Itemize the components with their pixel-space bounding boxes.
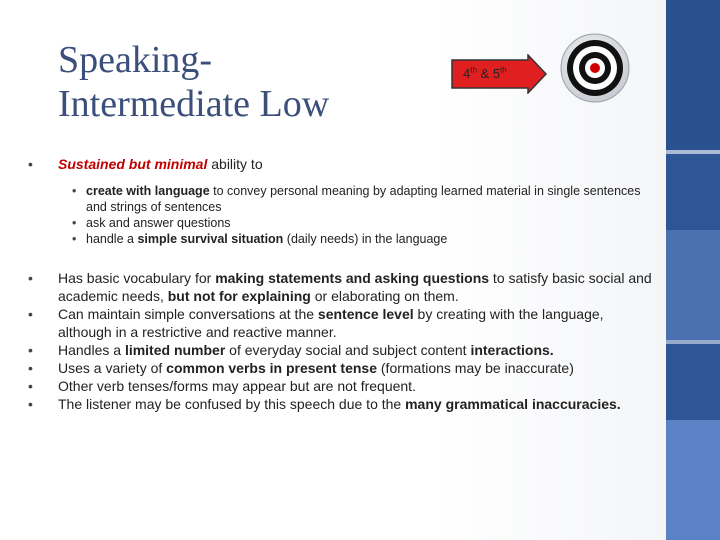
- bold-text: common verbs in present tense: [166, 360, 377, 376]
- intro-list: [28, 155, 658, 247]
- bullet-text: ask and answer questions: [86, 216, 231, 230]
- rail-block: [666, 230, 720, 340]
- bold-text: making statements and asking questions: [215, 270, 490, 286]
- bold-text: interactions.: [470, 342, 554, 358]
- bullet-text: of everyday social and subject content: [225, 342, 471, 358]
- bullet-text: to satisfy basic social and academic needs,: [58, 270, 652, 304]
- rail-divider: [666, 340, 720, 344]
- bold-text: many grammatical inaccuracies.: [405, 396, 621, 412]
- bullet-text: Has basic vocabulary for: [58, 270, 216, 286]
- bold-text: limited number: [124, 342, 226, 358]
- list-item: [60, 183, 658, 215]
- list-item: [28, 395, 658, 413]
- list-item: [28, 341, 658, 359]
- bullet-text: Uses a variety of: [58, 360, 167, 376]
- bullseye-target-icon: [560, 33, 630, 103]
- grade-2-suffix: th: [500, 65, 507, 75]
- right-decorative-rail: [666, 0, 720, 540]
- list-item: [28, 377, 658, 395]
- details-list: [28, 269, 658, 413]
- list-item: [28, 305, 658, 341]
- bullet-text: (formations may be inaccurate): [377, 360, 574, 376]
- sub-list: [58, 183, 658, 247]
- title-line-1: Speaking-: [58, 39, 213, 81]
- bullet-text: Other verb tenses/forms may appear but are not frequent.: [58, 378, 416, 394]
- list-item: [28, 155, 658, 247]
- bullet-text: handle a: [86, 232, 138, 246]
- bullet-text: or elaborating on them.: [310, 288, 459, 304]
- slide-content: [28, 155, 658, 413]
- bold-text: simple survival situation: [137, 232, 284, 246]
- rail-divider: [666, 150, 720, 154]
- list-item: [60, 215, 658, 231]
- list-item: [60, 231, 658, 247]
- grade-2: 5: [492, 66, 501, 81]
- slide-title: [58, 38, 398, 126]
- rail-block: [666, 0, 720, 150]
- grade-label: [463, 66, 507, 81]
- grade-1-suffix: th: [470, 65, 477, 75]
- title-line-2: Intermediate Low: [58, 83, 330, 125]
- bold-text: create with language: [86, 184, 210, 198]
- bullet-text: Handles a: [58, 342, 125, 358]
- list-item: [28, 269, 658, 305]
- grade-1: 4: [463, 66, 471, 81]
- bold-text: sentence level: [317, 306, 414, 322]
- bullet-text: to convey personal meaning by adapting learned material in single sentences and strings of sentences: [86, 184, 641, 214]
- bullet-text: (daily needs) in the language: [283, 232, 448, 246]
- bullet-text: ability to: [207, 156, 263, 172]
- grade-amp: &: [476, 66, 493, 81]
- list-item: [28, 359, 658, 377]
- rail-block: [666, 420, 720, 540]
- bullet-text: The listener may be confused by this speech due to the: [58, 396, 406, 412]
- emphasis-text: Sustained but minimal: [58, 156, 208, 172]
- bullet-text: Can maintain simple conversations at the: [58, 306, 318, 322]
- bold-text: but not for explaining: [167, 288, 311, 304]
- bullet-text: by creating with the language, although in a restrictive and reactive manner.: [58, 306, 604, 340]
